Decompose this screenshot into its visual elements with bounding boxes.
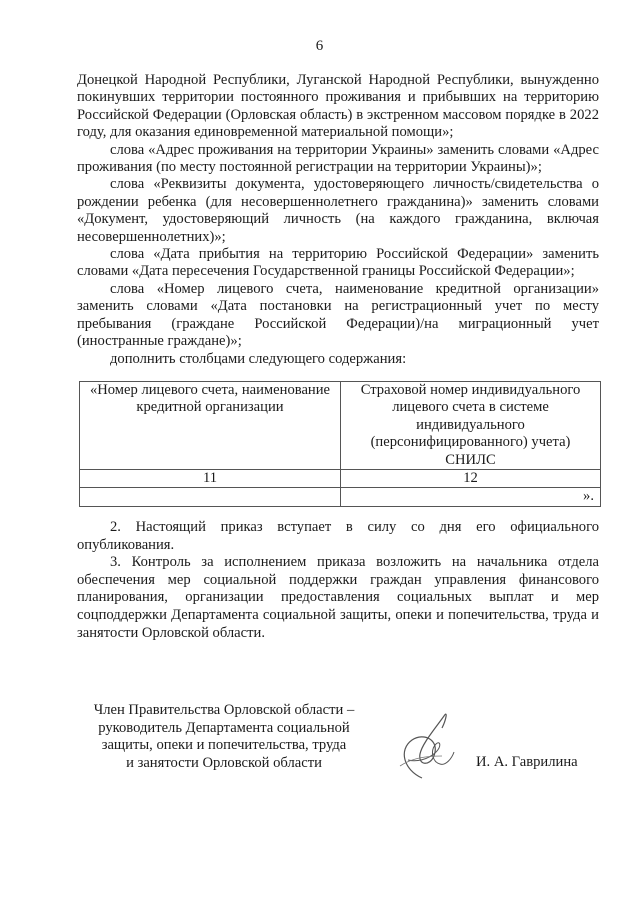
paragraph-add-columns: дополнить столбцами следующего содержания: [110, 350, 407, 367]
amendment-text [77, 72, 599, 368]
paragraph-document: слова «Реквизиты документа, удостоверяющего личность/свидетельства о рождении ребенка (для несовершеннолетнего гражданина)» заменить словами «Документ, удостоверяющий личность (на каждого гражданина, включая несовершеннолетних)»; [77, 176, 599, 245]
clause-effective: 2. Настоящий приказ вступает в силу со дня его официального опубликования. [77, 519, 599, 553]
paragraph-account-number: слова «Номер лицевого счета, наименование кредитной организации» заменить словами «Дата постановки на регистрационный учет по месту пребывания (граждане Российской Федерации)/на миграционный учет (иностранные граждане)»; [77, 280, 599, 350]
table-number-row [80, 470, 601, 488]
signer-title [79, 702, 369, 772]
table-column-number-11: 11 [80, 470, 341, 488]
signer-title-line: руководитель Департамента социальной [98, 719, 350, 736]
table-closing-quote: ». [341, 488, 601, 506]
signer-title-line: защиты, опеки и попечительства, труда [101, 737, 347, 754]
clause-control: 3. Контроль за исполнением приказа возложить на начальника отдела обеспечения мер социальной поддержки граждан управления финансового планирования, организации предоставления социальных выплат и мер соцподдержки Департамента социальной защиты, опеки и попечительства, труда и занятости Орловской области. [77, 554, 599, 641]
table-column-number-12: 12 [341, 470, 601, 488]
table-empty-row [80, 488, 601, 506]
signer-title-line: и занятости Орловской области [126, 754, 322, 771]
paragraph-address: слова «Адрес проживания на территории Украины» заменить словами «Адрес проживания (по месту постоянной регистрации на территории Украины)»; [77, 141, 599, 176]
table-empty-cell [80, 488, 341, 506]
signer-title-line: Член Правительства Орловской области – [93, 702, 355, 718]
table-header-account: «Номер лицевого счета, наименование кредитной организации [80, 382, 341, 470]
page-number: 6 [315, 38, 324, 54]
signer-name: И. А. Гаврилина [476, 754, 578, 770]
order-clauses [77, 519, 599, 642]
table-header-row [80, 382, 601, 470]
columns-table [79, 381, 601, 507]
paragraph-arrival-date: слова «Дата прибытия на территорию Российской Федерации» заменить словами «Дата пересечения Государственной границы Российской Федерации»; [77, 246, 599, 280]
signature-image [382, 700, 472, 790]
paragraph-continuation: Донецкой Народной Республики, Луганской Народной Республики, вынужденно покинувших территории постоянного проживания и прибывших на территорию Российской Федерации (Орловская область) в экстренном массовом порядке в 2022 году, для оказания единовременной материальной помощи»; [77, 72, 599, 141]
table-header-snils: Страховой номер индивидуального лицевого счета в системе индивидуального (персонифицированного) учета) СНИЛС [341, 382, 601, 470]
